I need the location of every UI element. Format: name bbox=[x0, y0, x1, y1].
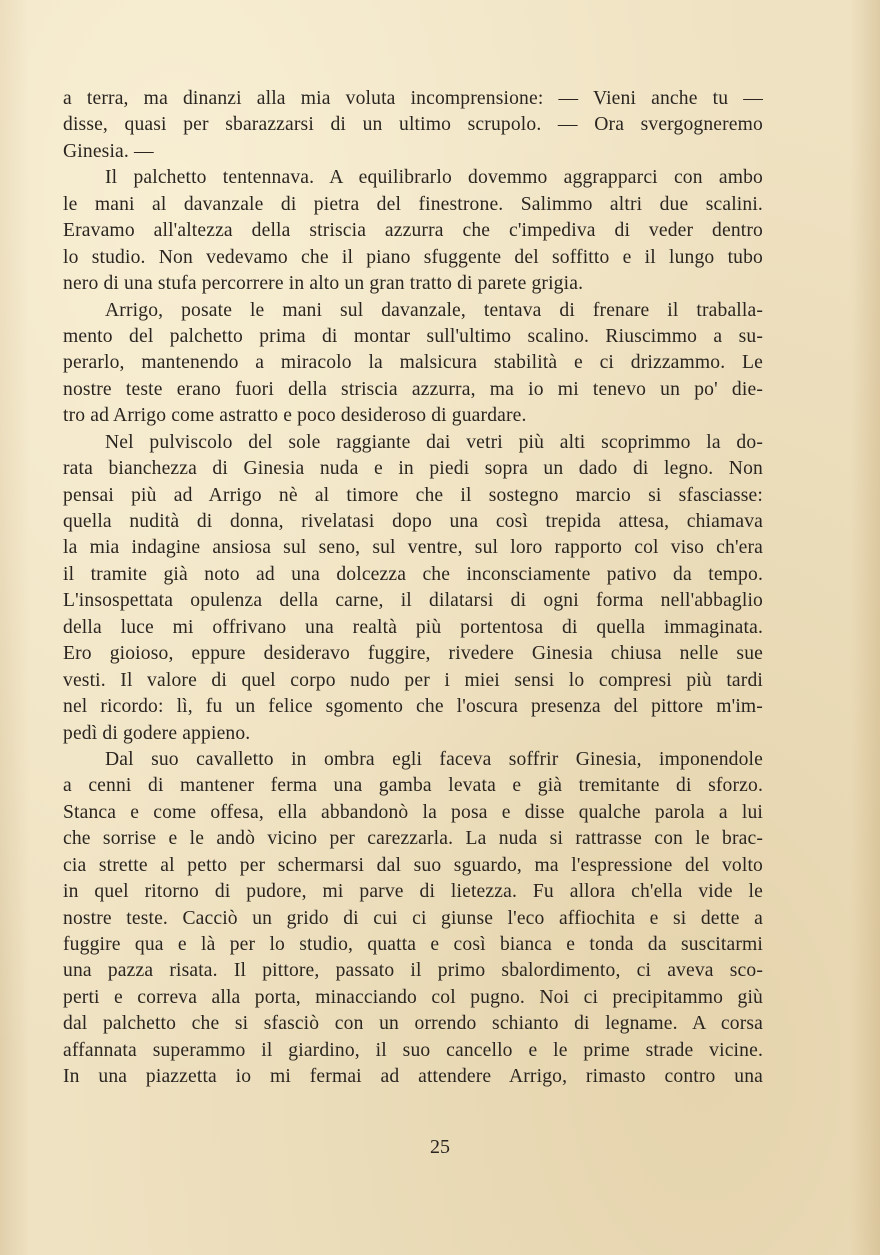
text-line: quella nudità di donna, rivelatasi dopo una così trepida attesa, chiamava bbox=[63, 511, 763, 532]
text-line: pensai più ad Arrigo nè al timore che il sostegno marcio si sfasciasse: bbox=[63, 484, 763, 506]
text-line: L'insospettata opulenza della carne, il dilatarsi di ogni forma nell'abbaglio bbox=[63, 590, 763, 612]
text-line: il tramite già noto ad una dolcezza che inconsciamente pativo da tempo. bbox=[63, 563, 763, 585]
text-line: Nel pulviscolo del sole raggiante dai vetri più alti scoprimmo la do- bbox=[105, 431, 763, 453]
text-line: a cenni di mantener ferma una gamba levata e già tremitante di sforzo. bbox=[63, 775, 763, 797]
text-line: perarlo, mantenendo a miracolo la malsicura stabilità e ci drizzammo. Le bbox=[63, 352, 763, 374]
text-line: Stanca e come offesa, ella abbandonò la posa e disse qualche parola a lui bbox=[63, 801, 763, 823]
text-line: perti e correva alla porta, minacciando col pugno. Noi ci precipitammo giù bbox=[63, 986, 763, 1008]
text-line: nel ricordo: lì, fu un felice sgomento che l'oscura presenza del pittore m'im- bbox=[63, 696, 763, 718]
text-line: Ginesia. — bbox=[63, 140, 154, 162]
text-line: dal palchetto che si sfasciò con un orrendo schianto di legname. A corsa bbox=[63, 1013, 763, 1035]
text-line: cia strette al petto per schermarsi dal suo sguardo, ma l'espressione del volto bbox=[63, 854, 763, 876]
body-text bbox=[63, 86, 763, 1091]
text-line: affannata superammo il giardino, il suo cancello e le prime strade vicine. bbox=[63, 1039, 763, 1061]
text-line: Il palchetto tentennava. A equilibrarlo dovemmo aggrapparci con ambo bbox=[105, 167, 763, 189]
text-line: nero di una stufa percorrere in alto un gran tratto di parete grigia. bbox=[63, 273, 584, 295]
text-line: Dal suo cavalletto in ombra egli faceva soffrir Ginesia, imponendole bbox=[105, 748, 763, 770]
text-line: vesti. Il valore di quel corpo nudo per i miei sensi lo compresi più tardi bbox=[63, 669, 763, 691]
text-line: a terra, ma dinanzi alla mia voluta incomprensione: — Vieni anche tu — bbox=[63, 88, 763, 109]
text-line: che sorrise e le andò vicino per carezzarla. La nuda si rattrasse con le brac- bbox=[63, 828, 763, 850]
text-line: rata bianchezza di Ginesia nuda e in piedi sopra un dado di legno. Non bbox=[63, 458, 763, 480]
text-line: in quel ritorno di pudore, mi parve di lietezza. Fu allora ch'ella vide le bbox=[63, 881, 763, 903]
text-line: Ero gioioso, eppure desideravo fuggire, rivedere Ginesia chiusa nelle sue bbox=[63, 643, 763, 665]
text-line: una pazza risata. Il pittore, passato il primo sbalordimento, ci aveva sco- bbox=[63, 960, 763, 982]
text-line: Arrigo, posate le mani sul davanzale, tentava di frenare il traballa- bbox=[105, 299, 763, 321]
text-line: nostre teste. Cacciò un grido di cui ci giunse l'eco affiochita e si dette a bbox=[63, 907, 763, 929]
text-line: la mia indagine ansiosa sul seno, sul ventre, sul loro rapporto col viso ch'era bbox=[63, 537, 763, 559]
text-line: Eravamo all'altezza della striscia azzurra che c'impediva di veder dentro bbox=[63, 220, 763, 242]
text-line: pedì di godere appieno. bbox=[63, 722, 251, 744]
text-line: disse, quasi per sbarazzarsi di un ultimo scrupolo. — Ora svergogneremo bbox=[63, 114, 763, 136]
text-line: della luce mi offrivano una realtà più portentosa di quella immaginata. bbox=[63, 616, 763, 638]
text-line: tro ad Arrigo come astratto e poco desideroso di guardare. bbox=[63, 405, 527, 427]
text-line: lo studio. Non vedevamo che il piano sfuggente del soffitto e il lungo tubo bbox=[63, 246, 763, 268]
text-line: fuggire qua e là per lo studio, quatta e così bianca e tonda da suscitarmi bbox=[63, 934, 763, 955]
text-line: In una piazzetta io mi fermai ad attendere Arrigo, rimasto contro una bbox=[63, 1066, 763, 1088]
text-line: nostre teste erano fuori della striscia azzurra, ma io mi tenevo un po' die- bbox=[63, 378, 763, 400]
text-line: le mani al davanzale di pietra del finestrone. Salimmo altri due scalini. bbox=[63, 193, 763, 215]
page-number: 25 bbox=[430, 1136, 450, 1158]
text-line: mento del palchetto prima di montar sull'ultimo scalino. Riuscimmo a su- bbox=[63, 325, 763, 347]
